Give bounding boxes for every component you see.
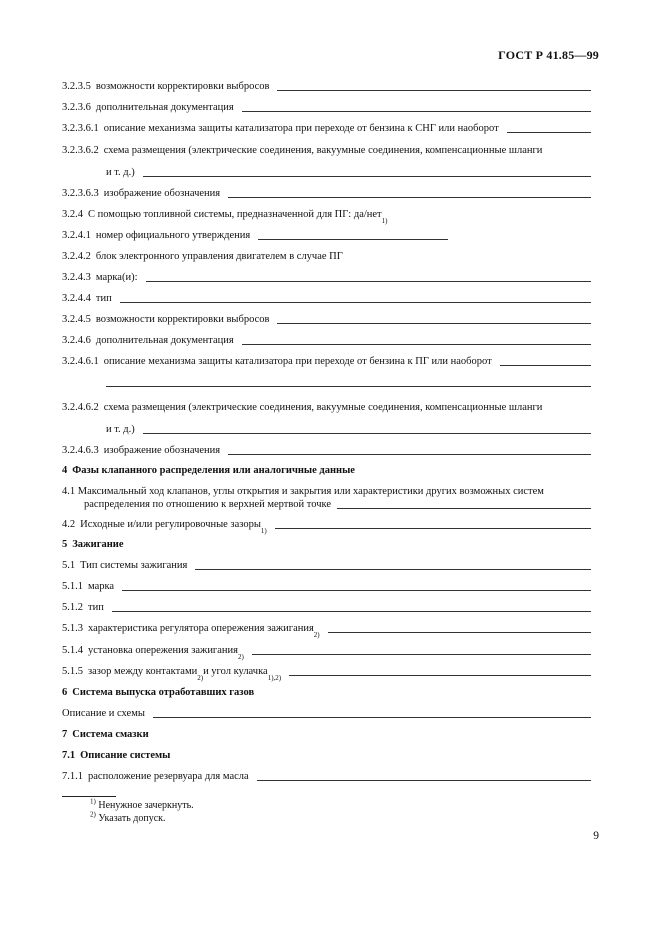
field-5-1-4: 5.1.4 установка опережения зажигания 2) — [62, 644, 591, 657]
field-5-1-2 — [62, 601, 591, 614]
item-number: 5.1.4 — [62, 645, 83, 656]
fill-line[interactable] — [143, 423, 591, 434]
item-label: дополнительная документация — [95, 335, 234, 346]
field-6-description — [62, 707, 591, 720]
field-3-2-4-3 — [62, 271, 591, 284]
item-label: Тип системы зажигания — [80, 560, 188, 571]
fill-line[interactable] — [275, 518, 591, 529]
section-title: Описание системы — [80, 750, 171, 761]
fill-line[interactable] — [337, 498, 591, 509]
item-label: описание механизма защиты катализатора при переходе от бензина к ПГ или наоборот — [103, 356, 492, 367]
section-title: Система смазки — [72, 729, 149, 740]
item-number: 3.2.4.3 — [62, 272, 91, 283]
fill-line[interactable] — [122, 580, 591, 591]
field-3-2-3-6-2-cont — [106, 166, 591, 179]
footnote-1 — [90, 797, 194, 812]
item-label: возможности корректировки выбросов — [95, 81, 270, 92]
field-3-2-4-1 — [62, 229, 591, 242]
item-label: номер официального утверждения — [95, 230, 251, 241]
item-number: 3.2.3.6 — [62, 102, 91, 113]
fill-line[interactable] — [277, 80, 591, 91]
item-label: установка опережения зажигания — [88, 645, 238, 656]
item-label: Максимальный ход клапанов, углы открытия и закрытия или характеристики других возможных систем — [77, 486, 544, 497]
section-number: 4 — [62, 465, 68, 476]
item-number: 5.1.1 — [62, 581, 83, 592]
field-3-2-4-6-3 — [62, 444, 591, 457]
fill-line[interactable] — [228, 187, 591, 198]
fill-line[interactable] — [289, 665, 591, 676]
field-5-1 — [62, 559, 591, 572]
field-3-2-3-6-1 — [62, 122, 591, 135]
item-label: изображение обозначения — [103, 188, 221, 199]
item-label: тип — [88, 602, 104, 613]
field-3-2-4-6-2-cont — [106, 423, 591, 436]
item-label: блок электронного управления двигателем в случае ПГ — [95, 251, 343, 262]
fill-line[interactable] — [143, 166, 591, 177]
field-5-1-3: 5.1.3 характеристика регулятора опережения зажигания 2) — [62, 622, 591, 635]
fill-line[interactable] — [228, 444, 591, 455]
field-4-1 — [62, 485, 591, 511]
item-label: изображение обозначения — [103, 445, 221, 456]
footnote-text: Указать допуск. — [98, 813, 166, 824]
item-number: 3.2.4.4 — [62, 293, 91, 304]
item-label: Исходные и/или регулировочные зазоры — [80, 519, 261, 530]
item-label: марка — [88, 581, 115, 592]
section-7-heading — [62, 728, 591, 741]
fill-line[interactable] — [112, 601, 591, 612]
field-3-2-4-6-1 — [62, 355, 591, 368]
field-5-1-1 — [62, 580, 591, 593]
section-title: Система выпуска отработавших газов — [72, 687, 255, 698]
section-number: 7.1 — [62, 750, 76, 761]
item-label: тип — [95, 293, 112, 304]
fill-line[interactable] — [257, 770, 591, 781]
section-number: 7 — [62, 729, 68, 740]
item-number: 5.1.5 — [62, 666, 83, 677]
fill-line[interactable] — [242, 334, 591, 345]
fill-line[interactable] — [252, 644, 591, 655]
footnote-text: Ненужное зачеркнуть. — [98, 800, 194, 811]
fill-line[interactable] — [277, 313, 591, 324]
footnote-2 — [90, 810, 166, 825]
fill-line[interactable] — [258, 229, 448, 240]
fill-line-extra[interactable] — [106, 386, 591, 387]
footnote-rule — [62, 796, 116, 797]
item-number: 5.1 — [62, 560, 76, 571]
item-label-continued: и т. д.) — [106, 424, 135, 435]
field-7-1-1 — [62, 770, 591, 783]
fill-line[interactable] — [507, 122, 591, 133]
document-id: ГОСТ Р 41.85—99 — [498, 48, 599, 62]
field-3-2-3-6 — [62, 101, 591, 114]
field-3-2-3-5 — [62, 80, 591, 93]
page-number: 9 — [593, 830, 599, 842]
field-5-1-5: 5.1.5 зазор между контактами 2) и угол кулачка 1),2) — [62, 665, 591, 678]
item-number: 3.2.4 — [62, 209, 83, 220]
fill-line[interactable] — [500, 355, 591, 366]
section-5-heading — [62, 538, 591, 551]
section-title: Фазы клапанного распределения или аналогичные данные — [72, 465, 355, 476]
item-label: дополнительная документация — [95, 102, 234, 113]
field-3-2-3-6-3 — [62, 187, 591, 200]
item-number: 3.2.4.6 — [62, 335, 91, 346]
field-3-2-4-6-2 — [62, 401, 591, 414]
field-3-2-4-5 — [62, 313, 591, 326]
item-number: 3.2.4.6.3 — [62, 445, 99, 456]
item-number: 4.1 — [62, 486, 76, 497]
item-label-continued: распределения по отношению к верхней мертвой точке — [84, 499, 331, 510]
section-title: Зажигание — [72, 539, 124, 550]
item-number: 3.2.4.1 — [62, 230, 91, 241]
footnote-mark: 1) — [90, 797, 96, 806]
item-number: 3.2.3.6.1 — [62, 123, 99, 134]
section-number: 5 — [62, 539, 68, 550]
item-label-part2: и угол кулачка — [203, 666, 268, 677]
item-number: 7.1.1 — [62, 771, 83, 782]
field-3-2-4-6 — [62, 334, 591, 347]
section-number: 6 — [62, 687, 68, 698]
item-label: зазор между контактами — [88, 666, 198, 677]
fill-line[interactable] — [242, 101, 591, 112]
item-number: 3.2.3.6.3 — [62, 188, 99, 199]
footnote-mark: 2) — [90, 810, 96, 819]
fill-line[interactable] — [120, 292, 591, 303]
fill-line[interactable] — [195, 559, 591, 570]
item-number: 5.1.2 — [62, 602, 83, 613]
item-number: 3.2.4.5 — [62, 314, 91, 325]
item-label: расположение резервуара для масла — [88, 771, 249, 782]
fill-line[interactable] — [146, 271, 592, 282]
field-3-2-4-2 — [62, 250, 591, 263]
item-number: 3.2.4.2 — [62, 251, 91, 262]
fill-line[interactable] — [328, 622, 591, 633]
section-6-heading — [62, 686, 591, 699]
fill-line[interactable] — [153, 707, 591, 718]
section-7-1-heading — [62, 749, 591, 762]
item-label: описание механизма защиты катализатора при переходе от бензина к СНГ или наоборот — [103, 123, 499, 134]
item-label: схема размещения (электрические соединения, вакуумные соединения, компенсационные шланги — [103, 402, 543, 413]
item-label-continued: и т. д.) — [106, 167, 135, 178]
item-number: 3.2.4.6.1 — [62, 356, 99, 367]
section-4-heading — [62, 464, 591, 477]
field-3-2-4: 3.2.4 С помощью топливной системы, предназначенной для ПГ: да/нет 1) — [62, 209, 388, 225]
item-label: С помощью топливной системы, предназначенной для ПГ: да/нет — [88, 209, 382, 220]
item-label: характеристика регулятора опережения зажигания — [88, 623, 314, 634]
item-label: схема размещения (электрические соединения, вакуумные соединения, компенсационные шланги — [103, 145, 543, 156]
item-label: возможности корректировки выбросов — [95, 314, 270, 325]
item-number: 3.2.3.6.2 — [62, 145, 99, 156]
field-3-2-3-6-2 — [62, 144, 591, 157]
item-number: 5.1.3 — [62, 623, 83, 634]
item-number: 3.2.3.5 — [62, 81, 91, 92]
field-3-2-4-4 — [62, 292, 591, 305]
field-4-2: 4.2 Исходные и/или регулировочные зазоры 1) — [62, 518, 591, 531]
item-number: 4.2 — [62, 519, 76, 530]
item-label: Описание и схемы — [62, 708, 145, 719]
item-number: 3.2.4.6.2 — [62, 402, 99, 413]
item-label: марка(и): — [95, 272, 138, 283]
